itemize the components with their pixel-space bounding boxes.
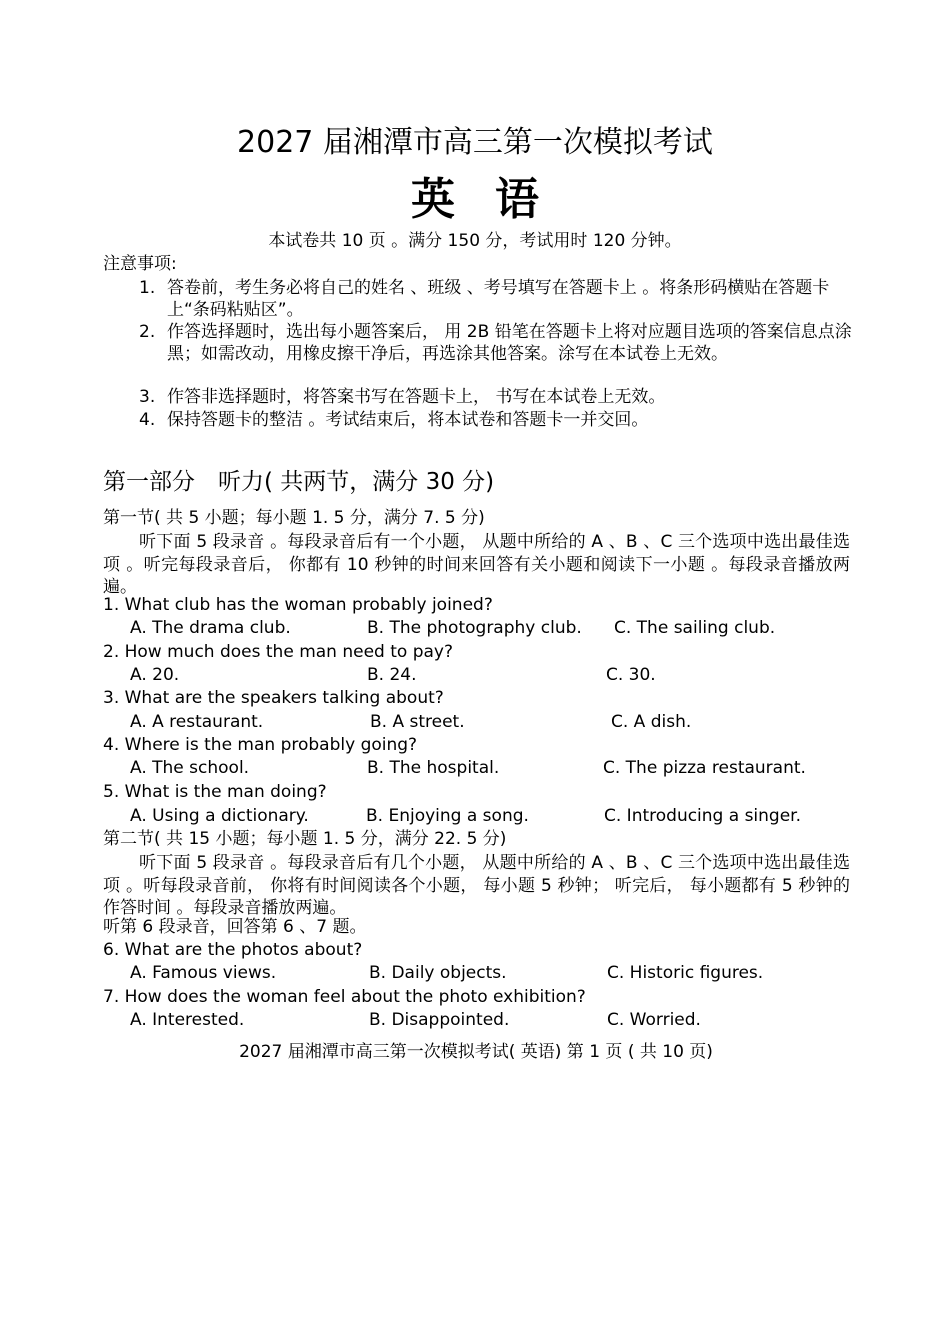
question-stem: 5. What is the man doing? <box>103 782 327 802</box>
notice-item-text: 作答选择题时，选出每小题答案后， 用 2B 铅笔在答题卡上将对应题目选项的答案信息点涂黑；如需改动，用橡皮擦干净后，再选涂其他答案。涂写在本试卷上无效。 <box>167 322 852 364</box>
notice-item <box>139 409 859 431</box>
question-stem: 1. What club has the woman probably joined? <box>103 595 493 615</box>
question-stem: 2. How much does the man need to pay? <box>103 642 453 662</box>
section-one-heading: 第一节( 共 5 小题；每小题 1. 5 分，满分 7. 5 分) <box>103 508 485 528</box>
option-b: B. The hospital. <box>367 758 500 778</box>
listening-group-label: 听第 6 段录音，回答第 6 、7 题。 <box>103 917 367 937</box>
notice-item-text: 答卷前，考生务必将自己的姓名 、班级 、考号填写在答题卡上 。将条形码横贴在答题卡上“条码粘贴区”。 <box>167 278 830 320</box>
option-a: A. The school. <box>130 758 250 778</box>
option-a: A. The drama club. <box>130 618 291 638</box>
option-b: B. The photography club. <box>367 618 582 638</box>
question-stem: 3. What are the speakers talking about? <box>103 688 444 708</box>
question-stem: 4. Where is the man probably going? <box>103 735 418 755</box>
section-one-instructions: 听下面 5 段录音 。每段录音后有一个小题， 从题中所给的 A 、B 、C 三个选项中选出最佳选项 。听完每段录音后， 你都有 10 秒钟的时间来回答有关小题和阅读下一小题 。每段录音播放两遍。 <box>103 532 850 597</box>
option-b: B. Daily objects. <box>369 963 507 983</box>
page-footer: 2027 届湘潭市高三第一次模拟考试( 英语) 第 1 页 ( 共 10 页) <box>239 1042 713 1062</box>
question-stem: 7. How does the woman feel about the photo exhibition? <box>103 987 586 1007</box>
section-two-heading: 第二节( 共 15 小题；每小题 1. 5 分，满分 22. 5 分) <box>103 829 507 849</box>
notice-item-text: 作答非选择题时，将答案书写在答题卡上， 书写在本试卷上无效。 <box>167 387 666 407</box>
question-stem: 6. What are the photos about? <box>103 940 363 960</box>
option-a: A. Interested. <box>130 1010 245 1030</box>
option-c: C. The pizza restaurant. <box>603 758 806 778</box>
option-c: C. A dish. <box>611 712 692 732</box>
notice-item-number: 3. <box>139 387 156 407</box>
part-one-heading: 第一部分 听力( 共两节，满分 30 分) <box>103 469 495 495</box>
notice-item-number: 2. <box>139 322 156 342</box>
option-c: C. Introducing a singer. <box>604 806 802 826</box>
notice-item-number: 4. <box>139 410 156 430</box>
notice-item <box>139 386 859 408</box>
exam-info-line: 本试卷共 10 页 。满分 150 分，考试用时 120 分钟。 <box>268 231 682 251</box>
option-c: C. 30. <box>606 665 656 685</box>
option-a: A. 20. <box>130 665 180 685</box>
option-b: B. Disappointed. <box>369 1010 510 1030</box>
notice-item-number: 1. <box>139 278 156 298</box>
option-b: B. A street. <box>370 712 465 732</box>
option-b: B. 24. <box>367 665 417 685</box>
option-c: C. Historic figures. <box>607 963 764 983</box>
exam-title: 2027 届湘潭市高三第一次模拟考试 <box>237 125 713 160</box>
section-two-instructions: 听下面 5 段录音 。每段录音后有几个小题， 从题中所给的 A 、B 、C 三个选项中选出最佳选项 。听每段录音前， 你将有时间阅读各个小题， 每小题 5 秒钟； 听完后， 每小题都有 5 秒钟的作答时间 。每段录音播放两遍。 <box>103 853 850 918</box>
option-a: A. Using a dictionary. <box>130 806 309 826</box>
option-a: A. A restaurant. <box>130 712 264 732</box>
notice-label: 注意事项: <box>103 254 177 274</box>
notice-item <box>139 277 859 321</box>
option-a: A. Famous views. <box>130 963 277 983</box>
option-c: C. Worried. <box>607 1010 701 1030</box>
notice-item-text: 保持答题卡的整洁 。考试结束后，将本试卷和答题卡一并交回。 <box>167 410 649 430</box>
option-b: B. Enjoying a song. <box>366 806 529 826</box>
notice-item <box>139 321 859 365</box>
subject-title: 英语 <box>411 174 579 225</box>
option-c: C. The sailing club. <box>614 618 776 638</box>
